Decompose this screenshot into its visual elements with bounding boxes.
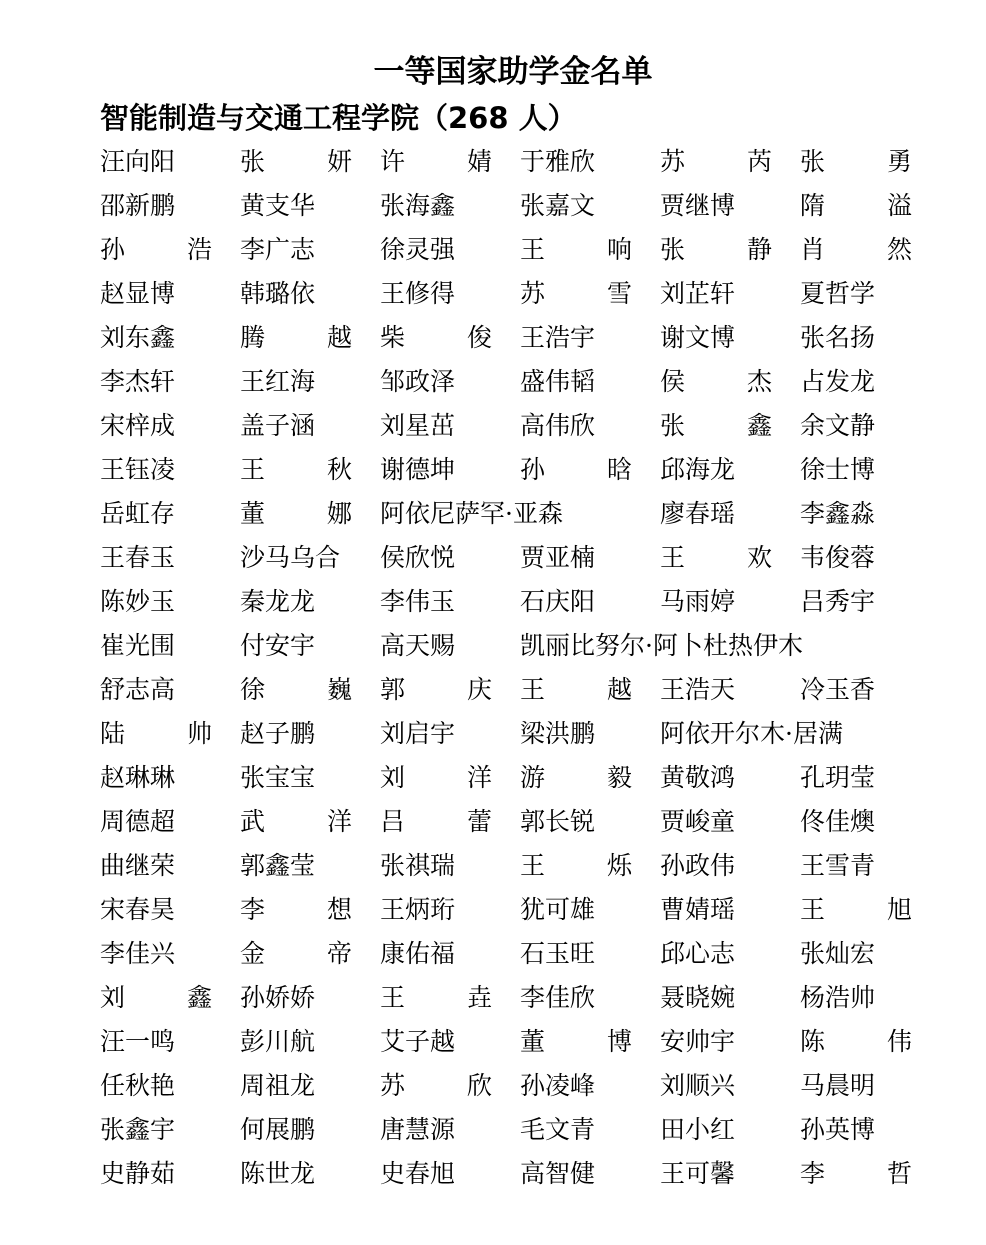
student-name: 赵琳琳 xyxy=(100,763,176,792)
student-name: 杨浩帅 xyxy=(800,983,876,1012)
student-name: 王钰凌 xyxy=(100,455,176,484)
student-name: 张嘉文 xyxy=(520,191,596,220)
student-name: 高智健 xyxy=(520,1159,596,1188)
student-name: 贾峻童 xyxy=(660,807,736,836)
student-name: 韩璐依 xyxy=(240,279,316,308)
student-name: 王浩宇 xyxy=(520,323,596,352)
student-name: 李伟玉 xyxy=(380,587,456,616)
name-list xyxy=(100,140,939,1196)
student-name: 阿依开尔木·居满 xyxy=(660,719,843,748)
student-name: 孙政伟 xyxy=(660,851,736,880)
student-name: 郭 庆 xyxy=(380,675,519,704)
name-row xyxy=(100,536,900,580)
student-name: 周祖龙 xyxy=(240,1071,316,1100)
student-name: 柴 俊 xyxy=(380,323,519,352)
student-name: 苏 芮 xyxy=(660,147,799,176)
student-name: 李 哲 xyxy=(800,1159,939,1188)
student-name: 贾亚楠 xyxy=(520,543,596,572)
student-name: 腾 越 xyxy=(240,323,379,352)
student-name: 孙凌峰 xyxy=(520,1071,596,1100)
student-name: 高伟欣 xyxy=(520,411,596,440)
document-title: 一等国家助学金名单 xyxy=(373,54,653,90)
student-name: 宋春昊 xyxy=(100,895,176,924)
student-name: 贾继博 xyxy=(660,191,736,220)
student-name: 凯丽比努尔·阿卜杜热伊木 xyxy=(520,631,803,660)
student-name: 孙英博 xyxy=(800,1115,876,1144)
student-name: 邹政泽 xyxy=(380,367,456,396)
student-name: 刘星茁 xyxy=(380,411,456,440)
student-name: 孔玥莹 xyxy=(800,763,876,792)
student-name: 岳虹存 xyxy=(100,499,176,528)
student-name: 孙娇娇 xyxy=(240,983,316,1012)
student-name: 谢文博 xyxy=(660,323,736,352)
student-name: 张海鑫 xyxy=(380,191,456,220)
student-name: 史春旭 xyxy=(380,1159,456,1188)
student-name: 游 毅 xyxy=(520,763,659,792)
student-name: 王 旭 xyxy=(800,895,939,924)
student-name: 毛文青 xyxy=(520,1115,596,1144)
college-heading: 智能制造与交通工程学院（268 人） xyxy=(100,101,577,135)
student-name: 阿依尼萨罕·亚森 xyxy=(380,499,563,528)
student-name: 董 娜 xyxy=(240,499,379,528)
student-name: 李佳兴 xyxy=(100,939,176,968)
student-name: 李佳欣 xyxy=(520,983,596,1012)
name-row xyxy=(100,668,900,712)
student-name: 汪向阳 xyxy=(100,147,176,176)
name-row xyxy=(100,932,900,976)
name-row xyxy=(100,448,900,492)
student-name: 韦俊蓉 xyxy=(800,543,876,572)
student-name: 王 秋 xyxy=(240,455,379,484)
student-name: 陈世龙 xyxy=(240,1159,316,1188)
name-row xyxy=(100,1020,939,1064)
student-name: 王 响 xyxy=(520,235,659,264)
student-name: 刘顺兴 xyxy=(660,1071,736,1100)
student-name: 王可馨 xyxy=(660,1159,736,1188)
name-row xyxy=(100,184,939,228)
student-name: 史静茹 xyxy=(100,1159,176,1188)
student-name: 郭长锐 xyxy=(520,807,596,836)
student-name: 聂晓婉 xyxy=(660,983,736,1012)
student-name: 王 烁 xyxy=(520,851,659,880)
student-name: 刘 鑫 xyxy=(100,983,239,1012)
student-name: 彭川航 xyxy=(240,1027,316,1056)
student-name: 刘 洋 xyxy=(380,763,519,792)
student-name: 曹婧瑶 xyxy=(660,895,736,924)
student-name: 王红海 xyxy=(240,367,316,396)
student-name: 王修得 xyxy=(380,279,456,308)
student-name: 黄敬鸿 xyxy=(660,763,736,792)
student-name: 付安宇 xyxy=(240,631,316,660)
student-name: 艾子越 xyxy=(380,1027,456,1056)
student-name: 石玉旺 xyxy=(520,939,596,968)
student-name: 王 越 xyxy=(520,675,659,704)
student-name: 王 垚 xyxy=(380,983,519,1012)
student-name: 崔光围 xyxy=(100,631,176,660)
student-name: 宋梓成 xyxy=(100,411,176,440)
student-name: 肖 然 xyxy=(800,235,939,264)
student-name: 盛伟韬 xyxy=(520,367,596,396)
student-name: 犹可雄 xyxy=(520,895,596,924)
student-name: 张鑫宇 xyxy=(100,1115,176,1144)
student-name: 武 洋 xyxy=(240,807,379,836)
student-name: 陈 伟 xyxy=(800,1027,939,1056)
student-name: 侯 杰 xyxy=(660,367,799,396)
student-name: 佟佳燠 xyxy=(800,807,876,836)
student-name: 邱海龙 xyxy=(660,455,736,484)
student-name: 刘东鑫 xyxy=(100,323,176,352)
student-name: 汪一鸣 xyxy=(100,1027,176,1056)
student-name: 夏哲学 xyxy=(800,279,876,308)
student-name: 王雪青 xyxy=(800,851,876,880)
name-row xyxy=(100,712,900,756)
student-name: 邵新鹏 xyxy=(100,191,176,220)
name-row xyxy=(100,492,900,536)
name-row xyxy=(100,404,900,448)
student-name: 徐灵强 xyxy=(380,235,456,264)
student-name: 田小红 xyxy=(660,1115,736,1144)
student-name: 张灿宏 xyxy=(800,939,876,968)
student-name: 陈妙玉 xyxy=(100,587,176,616)
name-row xyxy=(100,140,939,184)
student-name: 隋 溢 xyxy=(800,191,939,220)
student-name: 石庆阳 xyxy=(520,587,596,616)
student-name: 李鑫淼 xyxy=(800,499,876,528)
student-name: 赵显博 xyxy=(100,279,176,308)
student-name: 董 博 xyxy=(520,1027,659,1056)
name-row xyxy=(100,888,939,932)
student-name: 安帅宇 xyxy=(660,1027,736,1056)
student-name: 李广志 xyxy=(240,235,316,264)
student-name: 张宝宝 xyxy=(240,763,316,792)
student-name: 高天赐 xyxy=(380,631,456,660)
name-row xyxy=(100,360,900,404)
student-name: 周德超 xyxy=(100,807,176,836)
student-name: 孙 浩 xyxy=(100,235,239,264)
name-row xyxy=(100,756,900,800)
student-name: 邱心志 xyxy=(660,939,736,968)
name-row xyxy=(100,316,900,360)
name-row xyxy=(100,1064,900,1108)
student-name: 张 静 xyxy=(660,235,799,264)
student-name: 秦龙龙 xyxy=(240,587,316,616)
student-name: 郭鑫莹 xyxy=(240,851,316,880)
student-name: 盖子涵 xyxy=(240,411,316,440)
student-name: 徐士博 xyxy=(800,455,876,484)
student-name: 吕 蕾 xyxy=(380,807,519,836)
student-name: 张 鑫 xyxy=(660,411,799,440)
name-row xyxy=(100,976,900,1020)
student-name: 张 勇 xyxy=(800,147,939,176)
student-name: 沙马乌合 xyxy=(240,543,341,572)
student-name: 侯欣悦 xyxy=(380,543,456,572)
student-name: 舒志高 xyxy=(100,675,176,704)
student-name: 刘启宇 xyxy=(380,719,456,748)
name-row xyxy=(100,624,900,668)
student-name: 马晨明 xyxy=(800,1071,876,1100)
student-name: 冷玉香 xyxy=(800,675,876,704)
student-name: 廖春瑶 xyxy=(660,499,736,528)
student-name: 张 妍 xyxy=(240,147,379,176)
student-name: 王春玉 xyxy=(100,543,176,572)
name-row xyxy=(100,844,900,888)
student-name: 徐 巍 xyxy=(240,675,379,704)
student-name: 许 婧 xyxy=(380,147,519,176)
student-name: 张名扬 xyxy=(800,323,876,352)
student-name: 于雅欣 xyxy=(520,147,596,176)
student-name: 梁洪鹏 xyxy=(520,719,596,748)
student-name: 马雨婷 xyxy=(660,587,736,616)
student-name: 苏 雪 xyxy=(520,279,659,308)
student-name: 张祺瑞 xyxy=(380,851,456,880)
student-name: 李杰轩 xyxy=(100,367,176,396)
student-name: 谢德坤 xyxy=(380,455,456,484)
student-name: 王浩天 xyxy=(660,675,736,704)
student-name: 康佑福 xyxy=(380,939,456,968)
student-name: 金 帝 xyxy=(240,939,379,968)
name-row xyxy=(100,272,900,316)
student-name: 陆 帅 xyxy=(100,719,239,748)
student-name: 占发龙 xyxy=(800,367,876,396)
name-row xyxy=(100,1152,939,1196)
student-name: 王 欢 xyxy=(660,543,799,572)
name-row xyxy=(100,580,900,624)
student-name: 任秋艳 xyxy=(100,1071,176,1100)
student-name: 吕秀宇 xyxy=(800,587,876,616)
student-name: 曲继荣 xyxy=(100,851,176,880)
student-name: 黄支华 xyxy=(240,191,316,220)
name-row xyxy=(100,1108,900,1152)
name-row xyxy=(100,228,939,272)
student-name: 苏 欣 xyxy=(380,1071,519,1100)
student-name: 何展鹏 xyxy=(240,1115,316,1144)
student-name: 刘芷轩 xyxy=(660,279,736,308)
student-name: 李 想 xyxy=(240,895,379,924)
name-row xyxy=(100,800,900,844)
student-name: 孙 晗 xyxy=(520,455,659,484)
student-name: 唐慧源 xyxy=(380,1115,456,1144)
student-name: 余文静 xyxy=(800,411,876,440)
student-name: 赵子鹏 xyxy=(240,719,316,748)
student-name: 王炳珩 xyxy=(380,895,456,924)
